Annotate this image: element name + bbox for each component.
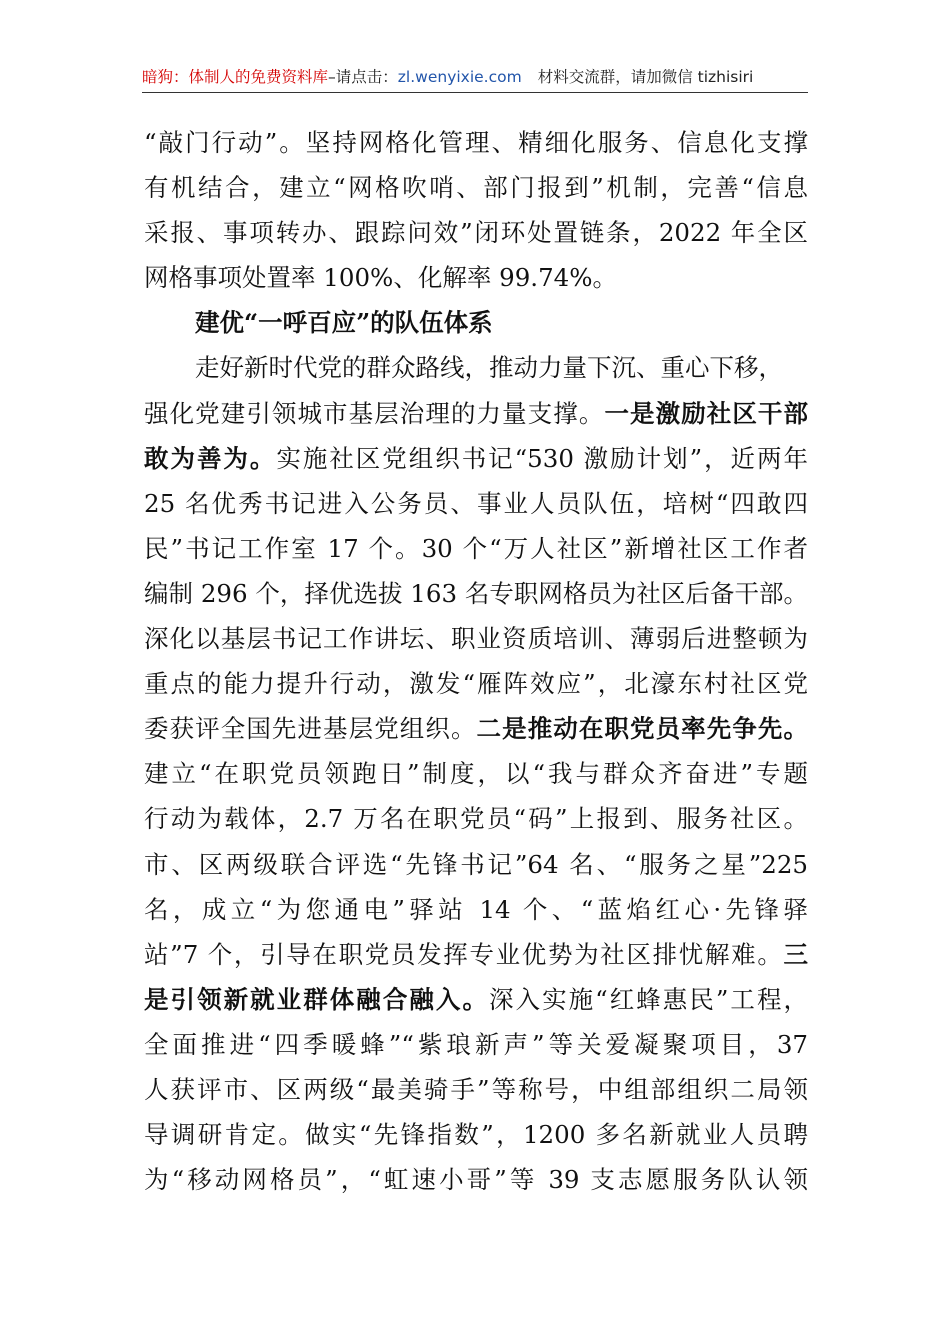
document-body	[144, 120, 808, 1202]
text-line	[144, 977, 808, 1022]
text-line: 25 名优秀书记进入公务员、事业人员队伍，培树“四敢四	[144, 488, 808, 518]
text-line: 全面推进“四季暖蜂”“紫琅新声”等关爱凝聚项目，37	[144, 1029, 808, 1059]
text-line: 行动为载体，2.7 万名在职党员“码”上报到、服务社区。	[144, 804, 808, 834]
text-line: 民”书记工作室 17 个。30 个“万人社区”新增社区工作者	[144, 533, 808, 563]
text-line: 市、区两级联合评选“先锋书记”64 名、“服务之星”225	[144, 849, 808, 879]
text-run: 深入实施“红蜂惠民”工程，	[489, 984, 808, 1014]
text-line: 建立“在职党员领跑日”制度，以“我与群众齐奋进”专题	[144, 759, 808, 789]
text-line: 为“移动网格员”，“虹速小哥”等 39 支志愿服务队认领	[144, 1165, 808, 1195]
text-line: 编制 296 个，择优选拔 163 名专职网格员为社区后备干部。	[144, 578, 808, 608]
text-line: 深化以基层书记工作讲坛、职业资质培训、薄弱后进整顿为	[144, 624, 808, 654]
text-line: 走好新时代党的群众路线，推动力量下沉、重心下移，	[195, 353, 783, 383]
text-line: 名，成立“为您通电”驿站 14 个、“蓝焰红心·先锋驿	[144, 894, 808, 924]
text-line: 导调研肯定。做实“先锋指数”，1200 多名新就业人员聘	[144, 1120, 808, 1150]
text-line	[144, 436, 808, 481]
bold-lead-phrase: 三	[783, 939, 808, 969]
section-heading: 建优“一呼百应”的队伍体系	[195, 308, 493, 338]
text-line	[144, 932, 808, 977]
text-line: “敲门行动”。坚持网格化管理、精细化服务、信息化支撑	[144, 128, 808, 157]
bold-lead-phrase: 二是推动在职党员率先争先。	[476, 714, 808, 744]
header-brand: 暗狗：体制人的免费资料库	[142, 68, 329, 86]
text-run: 强化党建引领城市基层治理的力量支撑。	[144, 398, 605, 428]
header-url-link[interactable]: zl.wenyixie.com	[397, 68, 522, 86]
text-line: 人获评市、区两级“最美骑手”等称号，中组部组织二局领	[144, 1074, 808, 1104]
text-line: 有机结合，建立“网格吹哨、部门报到”机制，完善“信息	[144, 173, 808, 203]
text-line: 采报、事项转办、跟踪问效”闭环处置链条，2022 年全区	[144, 218, 808, 248]
text-run: 实施社区党组织书记“530 激励计划”，近两年	[276, 443, 808, 473]
bold-lead-phrase: 是引领新就业群体融合融入。	[144, 984, 489, 1014]
header-contact: 材料交流群，请加微信 tizhisiri	[537, 68, 754, 86]
bold-lead-phrase: 敢为善为。	[144, 443, 277, 473]
text-line	[144, 706, 808, 751]
text-run: 站”7 个，引导在职党员发挥专业优势为社区排忧解难。	[144, 939, 784, 969]
page-header	[142, 62, 808, 93]
text-line: 网格事项处置率 100%、化解率 99.74%。	[144, 263, 618, 293]
bold-lead-phrase: 一是激励社区干部	[604, 398, 808, 428]
text-line: 重点的能力提升行动，激发“雁阵效应”，北濠东村社区党	[144, 669, 808, 699]
header-prompt: –请点击：	[328, 68, 398, 86]
text-run: 委获评全国先进基层党组织。	[144, 714, 477, 744]
text-line	[144, 391, 808, 436]
